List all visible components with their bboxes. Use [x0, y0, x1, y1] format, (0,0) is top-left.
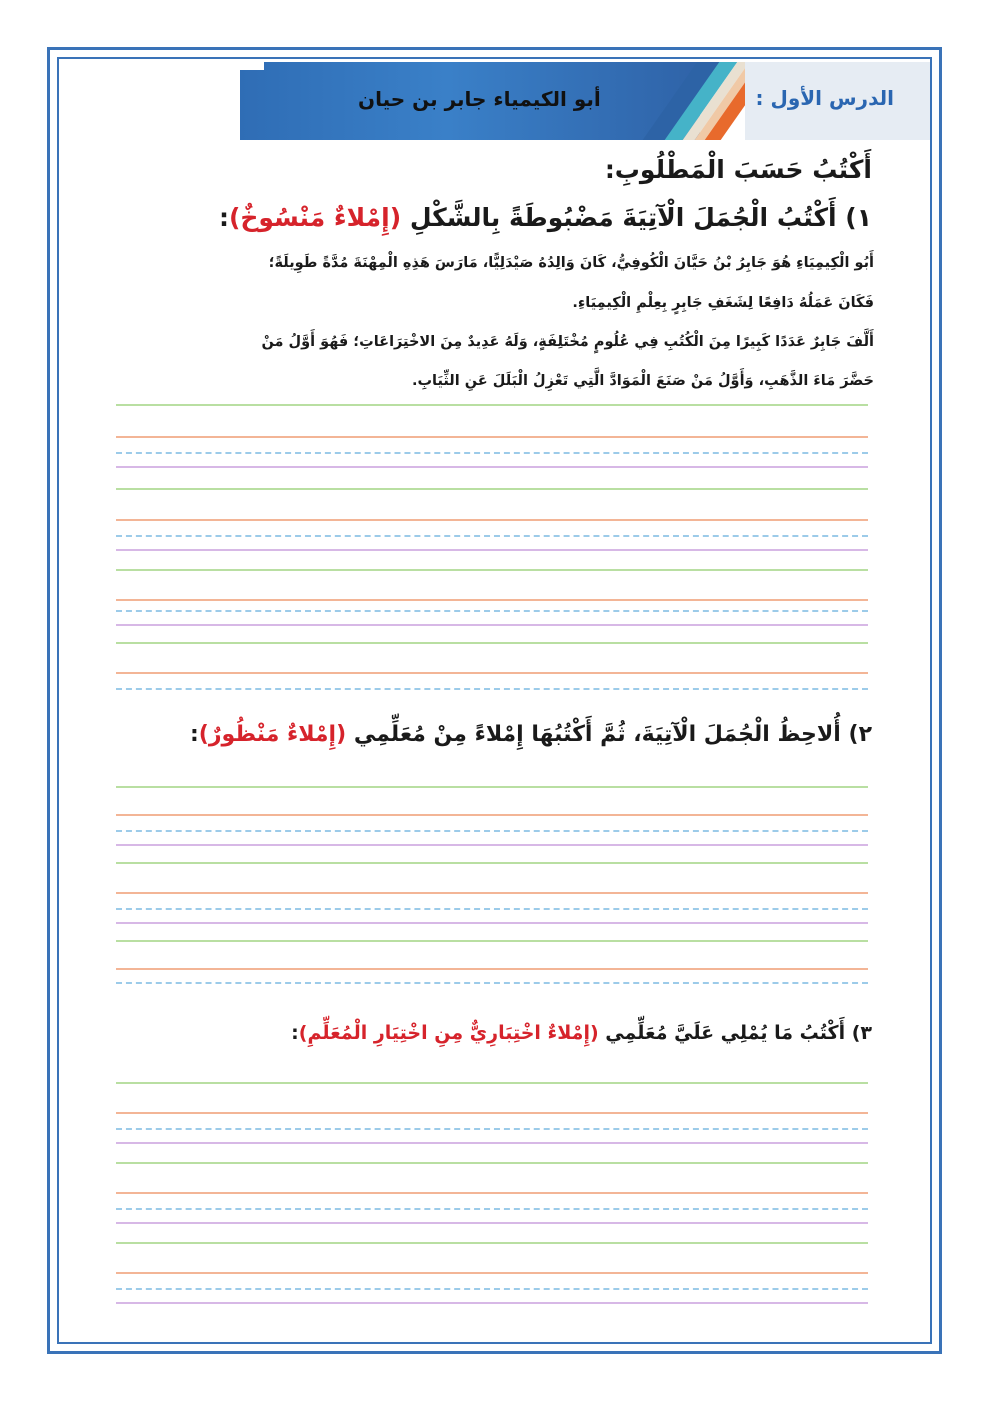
passage-line-3: أَلَّفَ جَابِرٌ عَدَدًا كَبِيرًا مِنَ الْكُتُبِ فِي عُلُومٍ مُخْتَلِفَةٍ، وَلَهُ عَدِيدٌ مِنَ الاخْتِرَاعَاتِ؛ فَهُوَ أَوَّلُ مَنْ: [261, 334, 874, 350]
question-3-text: ٣) أَكْتُبُ مَا يُمْلِي عَلَيَّ مُعَلِّمِي: [605, 1022, 872, 1044]
guide-line: [116, 599, 868, 601]
guide-line: [116, 466, 868, 468]
lesson-number: الدرس الأول :: [755, 86, 894, 110]
question-1-tag: (إِمْلاءٌ مَنْسُوخٌ): [228, 203, 402, 232]
passage-line-2: فَكَانَ عَمَلُهُ دَافِعًا لِشَغَفِ جَابِرٍ بِعِلْمِ الْكِيمِيَاءِ.: [572, 295, 874, 311]
question-1: [219, 203, 872, 232]
guide-line: [116, 488, 868, 490]
lesson-title: أبو الكيمياء جابر بن حيان: [358, 87, 601, 111]
guide-line: [116, 1082, 868, 1084]
lesson-header: [240, 62, 930, 140]
guide-line: [116, 642, 868, 644]
guide-line: [116, 569, 868, 571]
guide-line: [116, 1302, 868, 1304]
passage-line-4: حَضَّرَ مَاءَ الذَّهَبِ، وَأَوَّلُ مَنْ صَنَعَ الْمَوَادَّ الَّتِي تَعْزِلُ الْبَلَلَ عَنِ الثِّيَابِ.: [411, 373, 874, 389]
guide-line: [116, 535, 868, 537]
guide-line: [116, 519, 868, 521]
guide-line: [116, 1162, 868, 1164]
guide-line: [116, 908, 868, 910]
guide-line: [116, 624, 868, 626]
question-1-text: ١) أَكْتُبُ الْجُمَلَ الْآتِيَةَ مَضْبُوطَةً بِالشَّكْلِ: [409, 203, 872, 232]
question-2: [190, 722, 872, 747]
guide-line: [116, 1272, 868, 1274]
guide-line: [116, 1242, 868, 1244]
guide-line: [116, 862, 868, 864]
question-2-text: ٢) أُلاحِظُ الْجُمَلَ الْآتِيَةَ، ثُمَّ أَكْتُبُهَا إِمْلاءً مِنْ مُعَلِّمِي: [353, 722, 872, 747]
guide-line: [116, 1288, 868, 1290]
guide-line: [116, 452, 868, 454]
question-3-tag: (إِمْلاءٌ اخْتِبَارِيٌّ مِنِ اخْتِيَارِ الْمُعَلِّمِ): [298, 1022, 599, 1044]
question-3-colon: :: [291, 1022, 299, 1044]
guide-line: [116, 940, 868, 942]
guide-line: [116, 436, 868, 438]
guide-line: [116, 672, 868, 674]
guide-line: [116, 830, 868, 832]
inner-border: [57, 57, 932, 1344]
guide-line: [116, 982, 868, 984]
guide-line: [116, 844, 868, 846]
guide-line: [116, 968, 868, 970]
question-1-colon: :: [218, 203, 229, 232]
guide-line: [116, 1112, 868, 1114]
header-notch: [240, 62, 264, 70]
guide-line: [116, 1142, 868, 1144]
question-3: [291, 1022, 872, 1044]
guide-line: [116, 549, 868, 551]
guide-line: [116, 814, 868, 816]
guide-line: [116, 688, 868, 690]
question-2-colon: :: [189, 722, 199, 747]
guide-line: [116, 786, 868, 788]
guide-line: [116, 404, 868, 406]
guide-line: [116, 1208, 868, 1210]
question-2-tag: (إِمْلاءٌ مَنْظُورٌ): [198, 722, 347, 747]
guide-line: [116, 610, 868, 612]
guide-line: [116, 1128, 868, 1130]
guide-line: [116, 922, 868, 924]
passage-line-1: أَبُو الْكِيمِيَاءِ هُوَ جَابِرُ بْنُ حَيَّانَ الْكُوفِيُّ، كَانَ وَالِدُهُ صَيْدَلِيًّا، مَارَسَ هَذِهِ الْمِهْنَةَ مُدَّةً طَوِيلَةً؛: [268, 255, 874, 271]
guide-line: [116, 1192, 868, 1194]
guide-line: [116, 892, 868, 894]
main-instruction: أَكْتُبُ حَسَبَ الْمَطْلُوبِ:: [604, 155, 872, 184]
guide-line: [116, 1222, 868, 1224]
